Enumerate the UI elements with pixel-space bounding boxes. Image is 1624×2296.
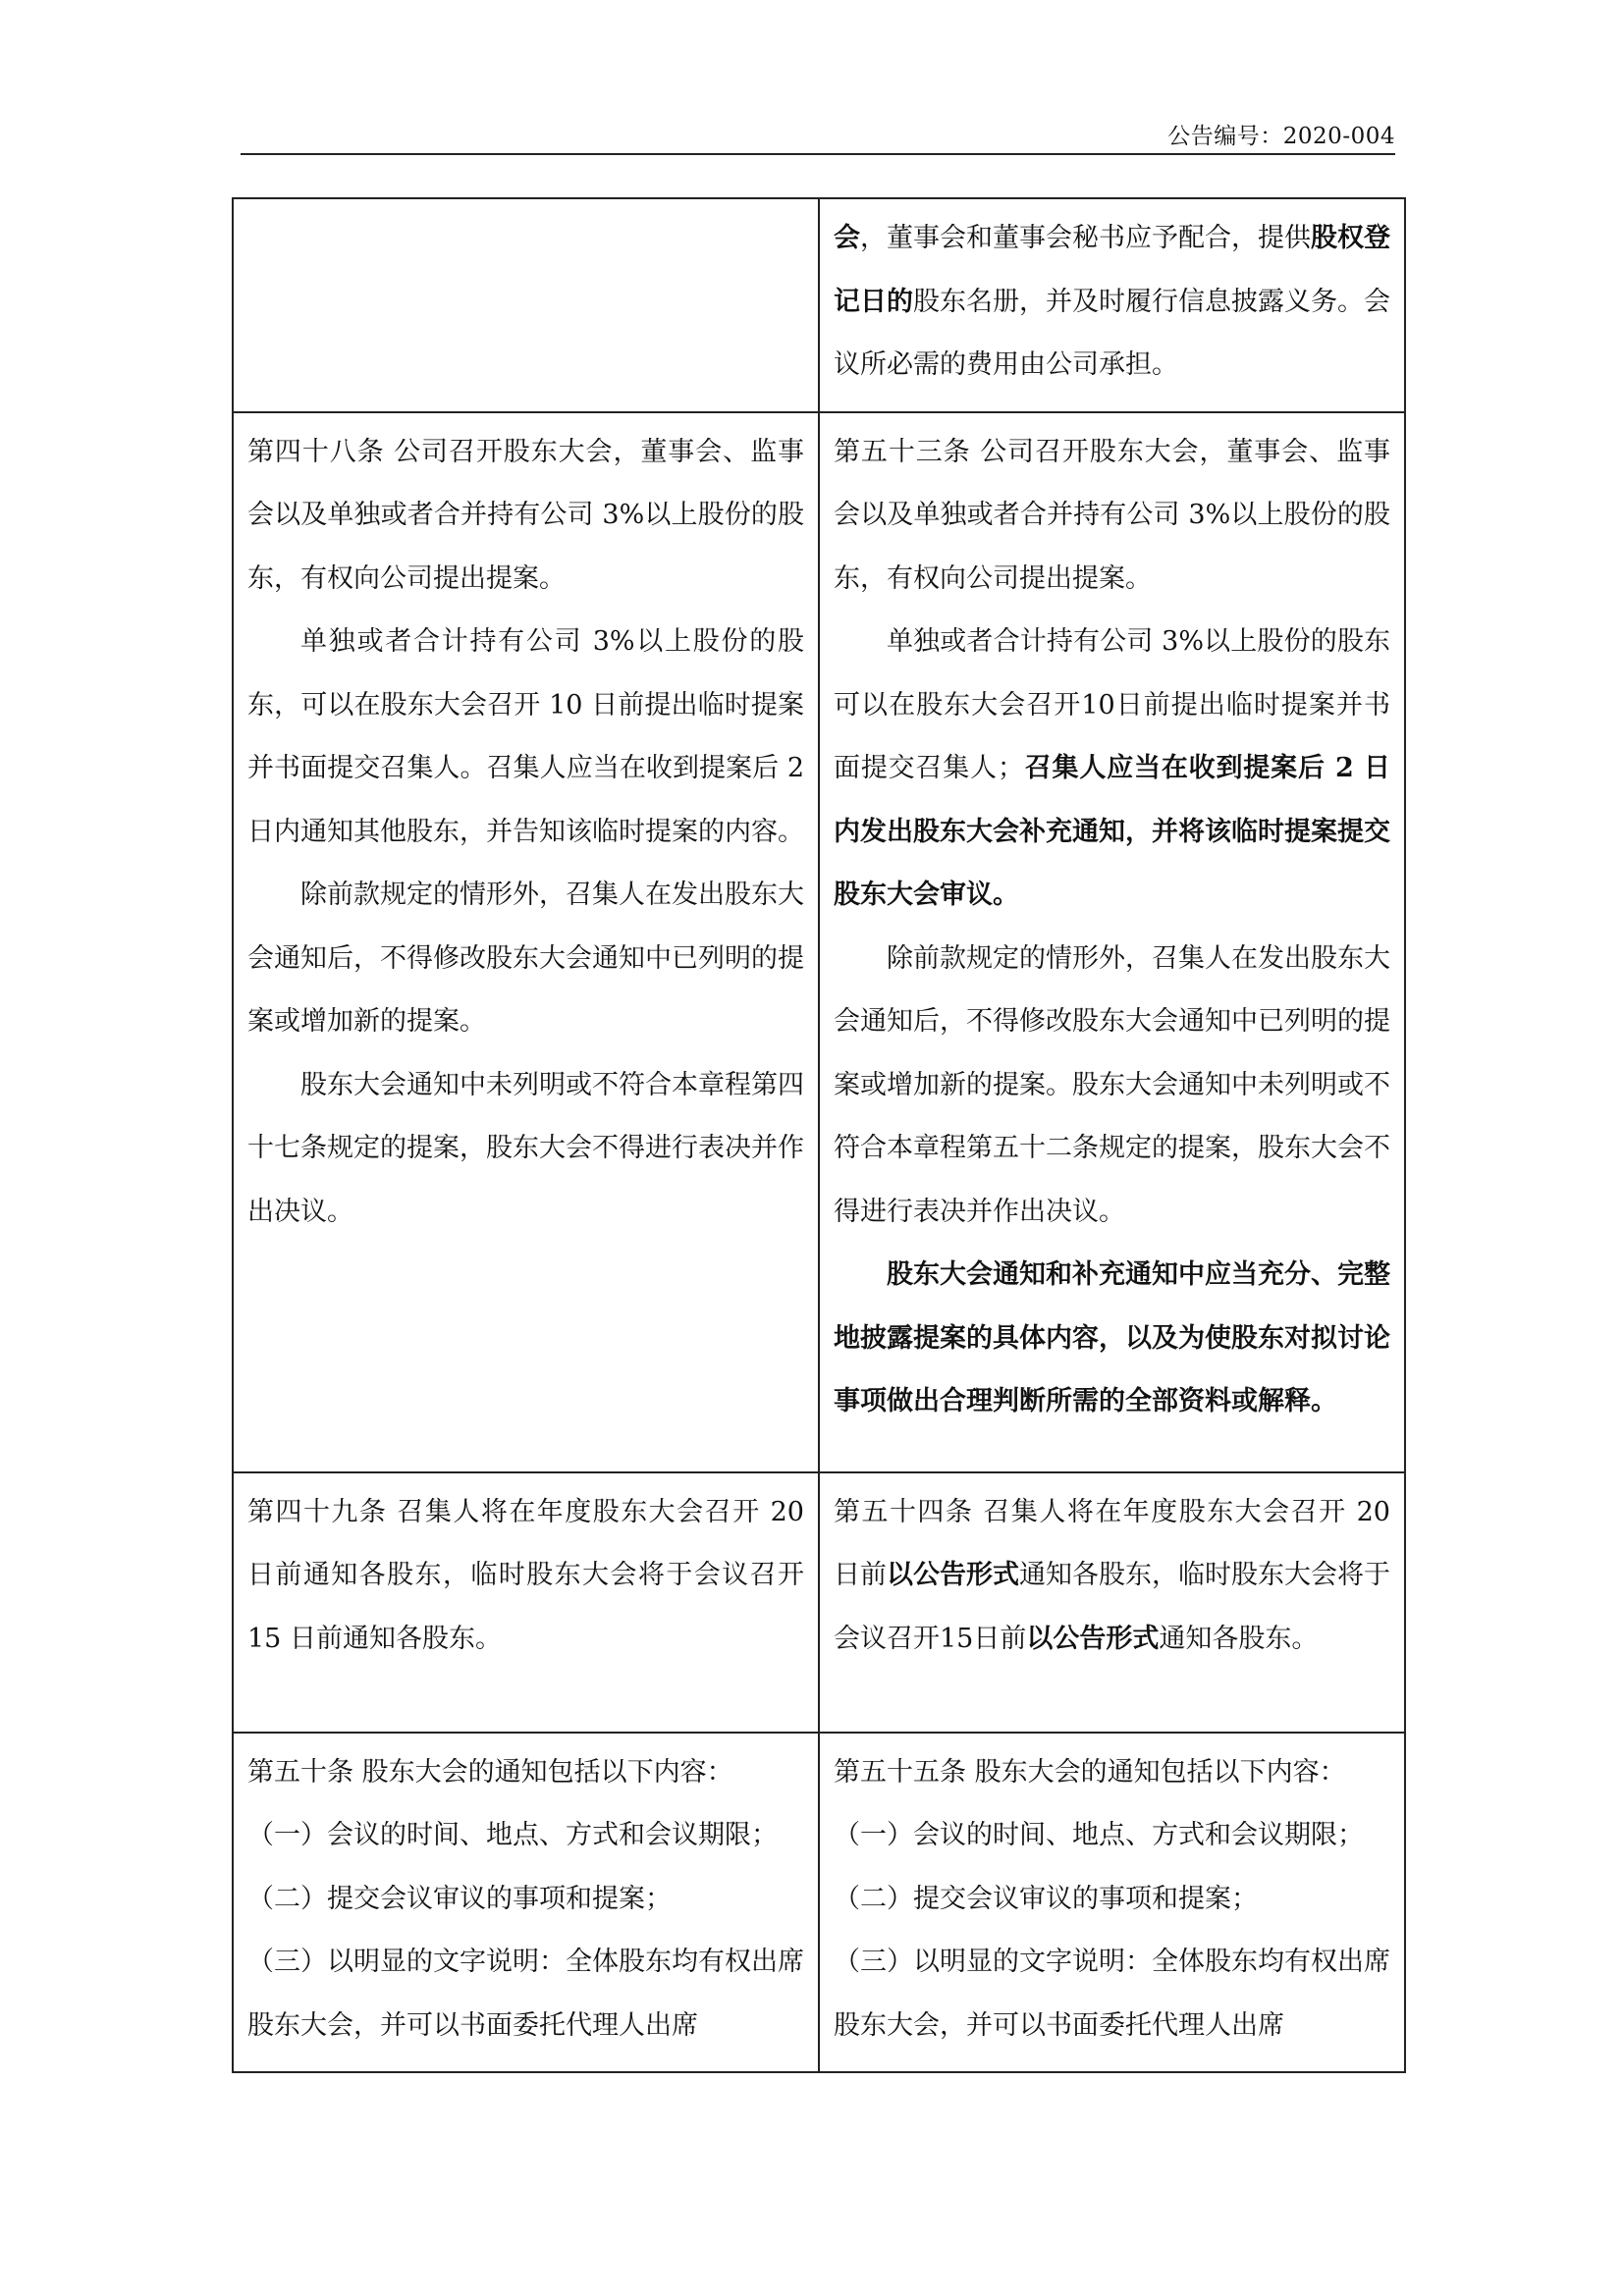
- revised-text-cell: [819, 1733, 1405, 2073]
- clause-text: （二）提交会议审议的事项和提案；: [834, 1883, 1258, 1914]
- revised-emphasis-text: 召集人应当在收到提案后 2 日内发出股东大会补充通知，并将该临时提案提交股东大会审议。: [834, 753, 1390, 910]
- clause-text: 单独或者合计持有公司 3%以上股份的股东，可以在股东大会召开 10 日前提出临时提案并书面提交召集人。召集人应当在收到提案后 2 日内通知其他股东，并告知该临时提案的内容。: [247, 626, 804, 847]
- table-row: [233, 412, 1405, 1472]
- clause-text: 第四十八条 公司召开股东大会，董事会、监事会以及单独或者合并持有公司 3%以上股份的股东，有权向公司提出提案。: [247, 436, 804, 594]
- clause-paragraph: [834, 1244, 1390, 1434]
- clause-text: 通知各股东，临时股东大会将于会议召开15日前: [834, 1560, 1390, 1654]
- table-row: [233, 198, 1405, 412]
- clause-paragraph: [247, 1054, 804, 1245]
- clause-text: （三）以明显的文字说明：全体股东均有权出席股东大会，并可以书面委托代理人出席: [247, 1947, 804, 2041]
- clause-text: 股东名册，并及时履行信息披露义务。会议所必需的费用由公司承担。: [834, 286, 1390, 380]
- clause-paragraph: [247, 1741, 804, 1805]
- clause-paragraph: [834, 611, 1390, 928]
- clause-text: （三）以明显的文字说明：全体股东均有权出席股东大会，并可以书面委托代理人出席: [834, 1947, 1390, 2041]
- clause-paragraph: [834, 1741, 1390, 1805]
- document-number: 公告编号：2020-004: [1167, 124, 1395, 149]
- revised-emphasis-text: 以公告形式: [1026, 1623, 1160, 1654]
- original-text-cell: [233, 1733, 819, 2073]
- comparison-table: [232, 197, 1406, 2073]
- clause-paragraph: [247, 1804, 804, 1868]
- revised-text-cell: [819, 1472, 1405, 1733]
- revised-text-cell: [819, 198, 1405, 412]
- clause-text: 股东大会通知中未列明或不符合本章程第四十七条规定的提案，股东大会不得进行表决并作出决议。: [247, 1069, 804, 1227]
- clause-text: 单独或者合计持有公司 3%以上股份的股东可以在股东大会召开10日前提出临时提案并书面提交召集人；: [834, 626, 1390, 783]
- clause-paragraph: [834, 928, 1390, 1245]
- clause-text: ，董事会和董事会秘书应予配合，提供: [860, 223, 1311, 253]
- table-row: [233, 1472, 1405, 1733]
- clause-paragraph: [247, 1931, 804, 2057]
- revised-emphasis-text: 以公告形式: [887, 1560, 1019, 1590]
- clause-paragraph: [834, 207, 1390, 398]
- table-row: [233, 1733, 1405, 2073]
- clause-paragraph: [834, 421, 1390, 612]
- page-header: [241, 116, 1395, 155]
- clause-paragraph: [834, 1481, 1390, 1672]
- revised-emphasis-text: 股权登记日的: [834, 223, 1390, 317]
- clause-text: 第五十条 股东大会的通知包括以下内容：: [247, 1756, 733, 1788]
- clause-paragraph: [247, 864, 804, 1054]
- original-text-cell: [233, 412, 819, 1472]
- clause-paragraph: [247, 1868, 804, 1932]
- clause-text: 通知各股东。: [1159, 1623, 1319, 1654]
- original-text-cell: [233, 198, 819, 412]
- clause-text: （一）会议的时间、地点、方式和会议期限；: [247, 1820, 778, 1850]
- clause-text: （一）会议的时间、地点、方式和会议期限；: [834, 1820, 1364, 1850]
- clause-text: 第五十五条 股东大会的通知包括以下内容：: [834, 1756, 1346, 1788]
- clause-paragraph: [834, 1804, 1390, 1868]
- clause-paragraph: [834, 1931, 1390, 2057]
- clause-paragraph: [247, 611, 804, 864]
- clause-paragraph: [247, 421, 804, 612]
- clause-text: 第五十四条 召集人将在年度股东大会召开 20 日前: [834, 1496, 1390, 1590]
- clause-text: 第四十九条 召集人将在年度股东大会召开 20 日前通知各股东，临时股东大会将于会议召开 15 日前通知各股东。: [247, 1496, 804, 1654]
- clause-text: 第五十三条 公司召开股东大会，董事会、监事会以及单独或者合并持有公司 3%以上股份的股东，有权向公司提出提案。: [834, 436, 1390, 594]
- revised-text-cell: [819, 412, 1405, 1472]
- clause-text: 除前款规定的情形外，召集人在发出股东大会通知后，不得修改股东大会通知中已列明的提案或增加新的提案。股东大会通知中未列明或不符合本章程第五十二条规定的提案，股东大会不得进行表决并作出决议。: [834, 942, 1390, 1227]
- clause-paragraph: [834, 1868, 1390, 1932]
- clause-paragraph: [247, 1481, 804, 1672]
- revised-emphasis-text: 股东大会通知和补充通知中应当充分、完整地披露提案的具体内容，以及为使股东对拟讨论事项做出合理判断所需的全部资料或解释。: [834, 1259, 1390, 1416]
- original-text-cell: [233, 1472, 819, 1733]
- revised-emphasis-text: 会: [834, 223, 860, 253]
- clause-text: （二）提交会议审议的事项和提案；: [247, 1883, 672, 1914]
- clause-text: 除前款规定的情形外，召集人在发出股东大会通知后，不得修改股东大会通知中已列明的提案或增加新的提案。: [247, 880, 804, 1037]
